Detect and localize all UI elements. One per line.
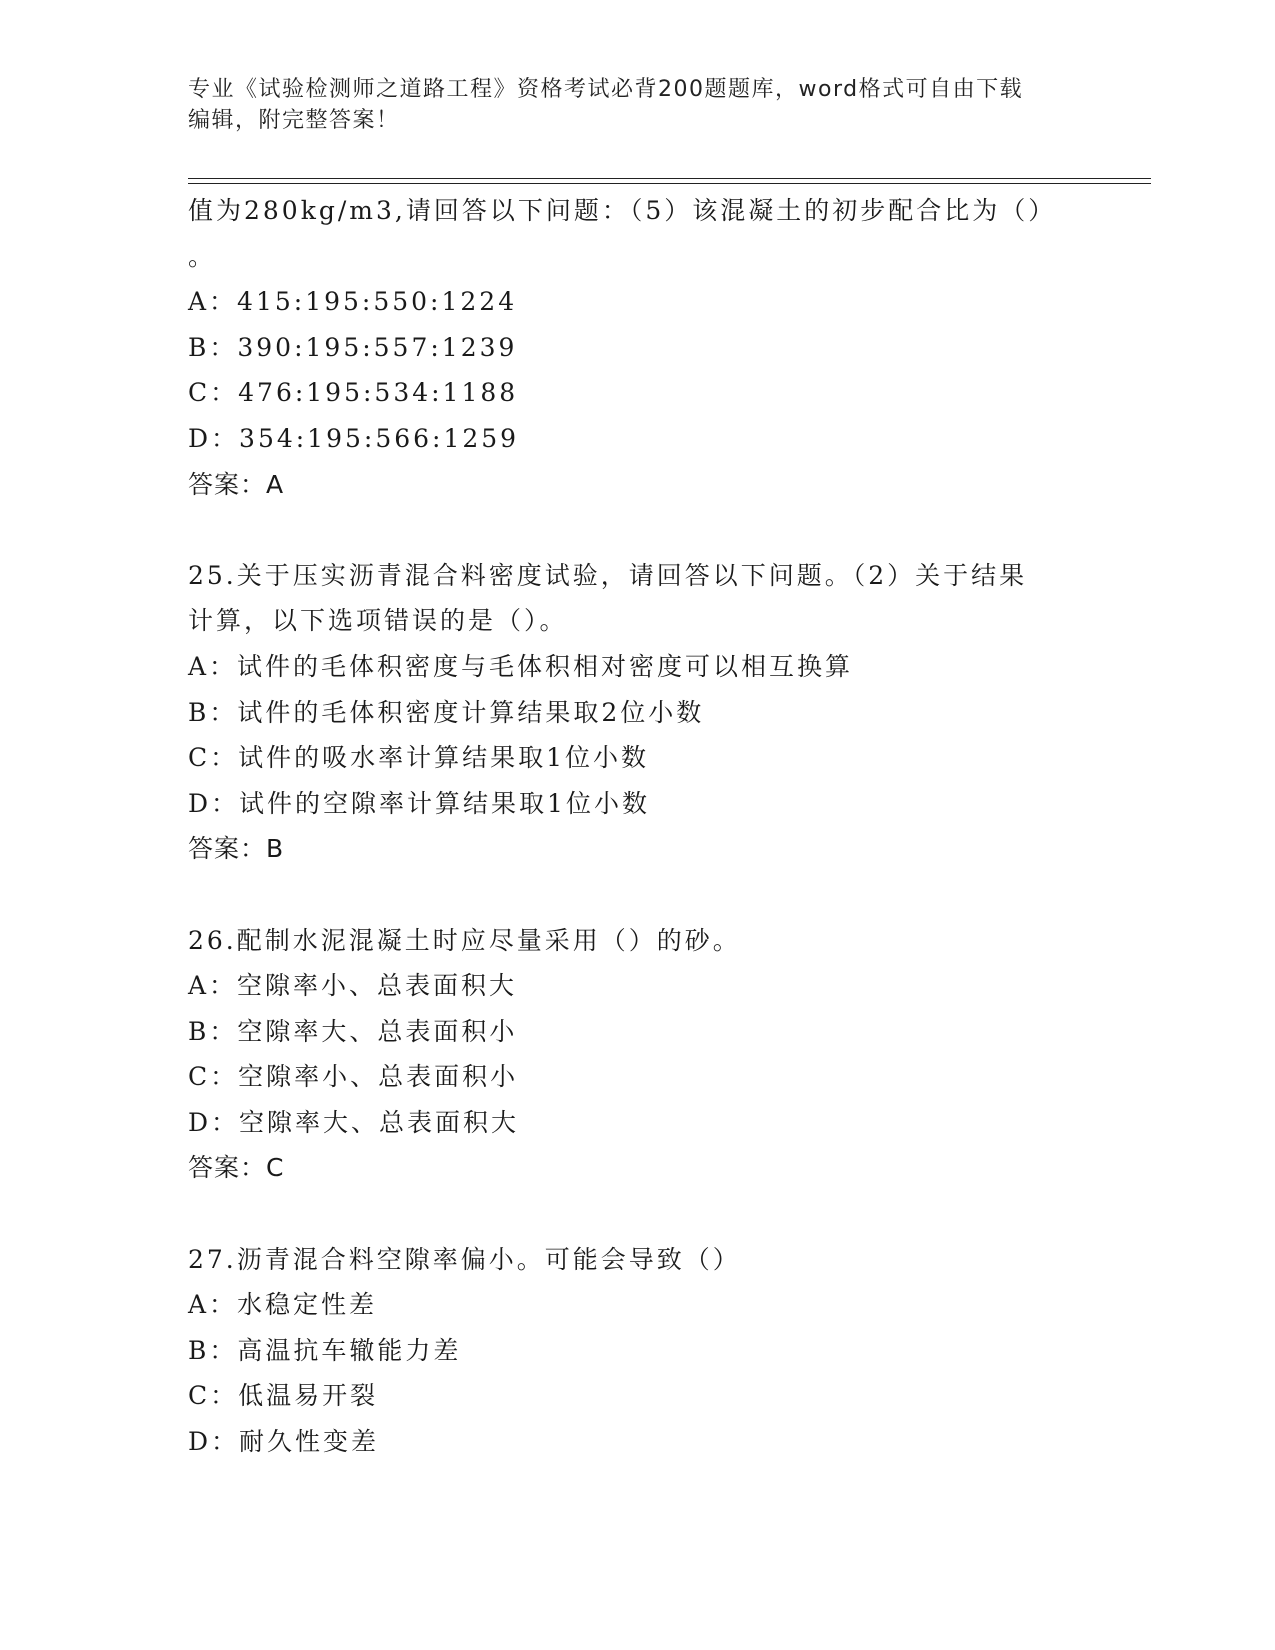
option-c: C：试件的吸水率计算结果取1位小数 (188, 743, 650, 773)
option-a: A：试件的毛体积密度与毛体积相对密度可以相互换算 (188, 651, 854, 681)
question-text: 。 (188, 241, 217, 271)
spacer (188, 1191, 1068, 1237)
option-a: A：水稳定性差 (188, 1290, 378, 1320)
option-d: D：354:195:566:1259 (188, 423, 520, 453)
question-text: 27.沥青混合料空隙率偏小。可能会导致（） (188, 1244, 741, 1274)
document-header (188, 74, 1068, 136)
question-text: 计算，以下选项错误的是（）。 (188, 606, 568, 636)
header-rule-top (188, 178, 1151, 179)
answer: 答案：A (188, 469, 285, 499)
answer: 答案：B (188, 834, 285, 864)
option-b: B：高温抗车辙能力差 (188, 1335, 462, 1365)
header-line-2: 编辑，附完整答案！ (188, 108, 400, 133)
option-d: D：试件的空隙率计算结果取1位小数 (188, 788, 650, 818)
question-text: 25.关于压实沥青混合料密度试验，请回答以下问题。（2）关于结果 (188, 560, 1028, 590)
document-body (188, 188, 1068, 1465)
question-25 (188, 553, 1068, 872)
option-a: A：415:195:550:1224 (188, 287, 518, 317)
option-b: B：试件的毛体积密度计算结果取2位小数 (188, 697, 705, 727)
question-text: 值为280kg/m3,请回答以下问题：（5）该混凝土的初步配合比为（） (188, 196, 1057, 225)
option-c: C：低温易开裂 (188, 1381, 379, 1411)
option-a: A：空隙率小、总表面积大 (188, 971, 518, 1001)
option-d: D：耐久性变差 (188, 1427, 380, 1457)
option-d: D：空隙率大、总表面积大 (188, 1107, 520, 1137)
question-27 (188, 1237, 1068, 1465)
spacer (188, 872, 1068, 918)
spacer (188, 507, 1068, 553)
question-26 (188, 918, 1068, 1192)
question-text: 26.配制水泥混凝土时应尽量采用（）的砂。 (188, 925, 741, 955)
option-b: B：空隙率大、总表面积小 (188, 1016, 518, 1046)
option-c: C：476:195:534:1188 (188, 378, 519, 408)
header-rule-bottom (188, 183, 1151, 184)
option-c: C：空隙率小、总表面积小 (188, 1062, 519, 1092)
header-line-1: 专业《试验检测师之道路工程》资格考试必背200题题库，word格式可自由下载 (188, 77, 1024, 102)
option-b: B：390:195:557:1239 (188, 332, 518, 362)
answer: 答案：C (188, 1153, 285, 1183)
question-24 (188, 188, 1068, 507)
